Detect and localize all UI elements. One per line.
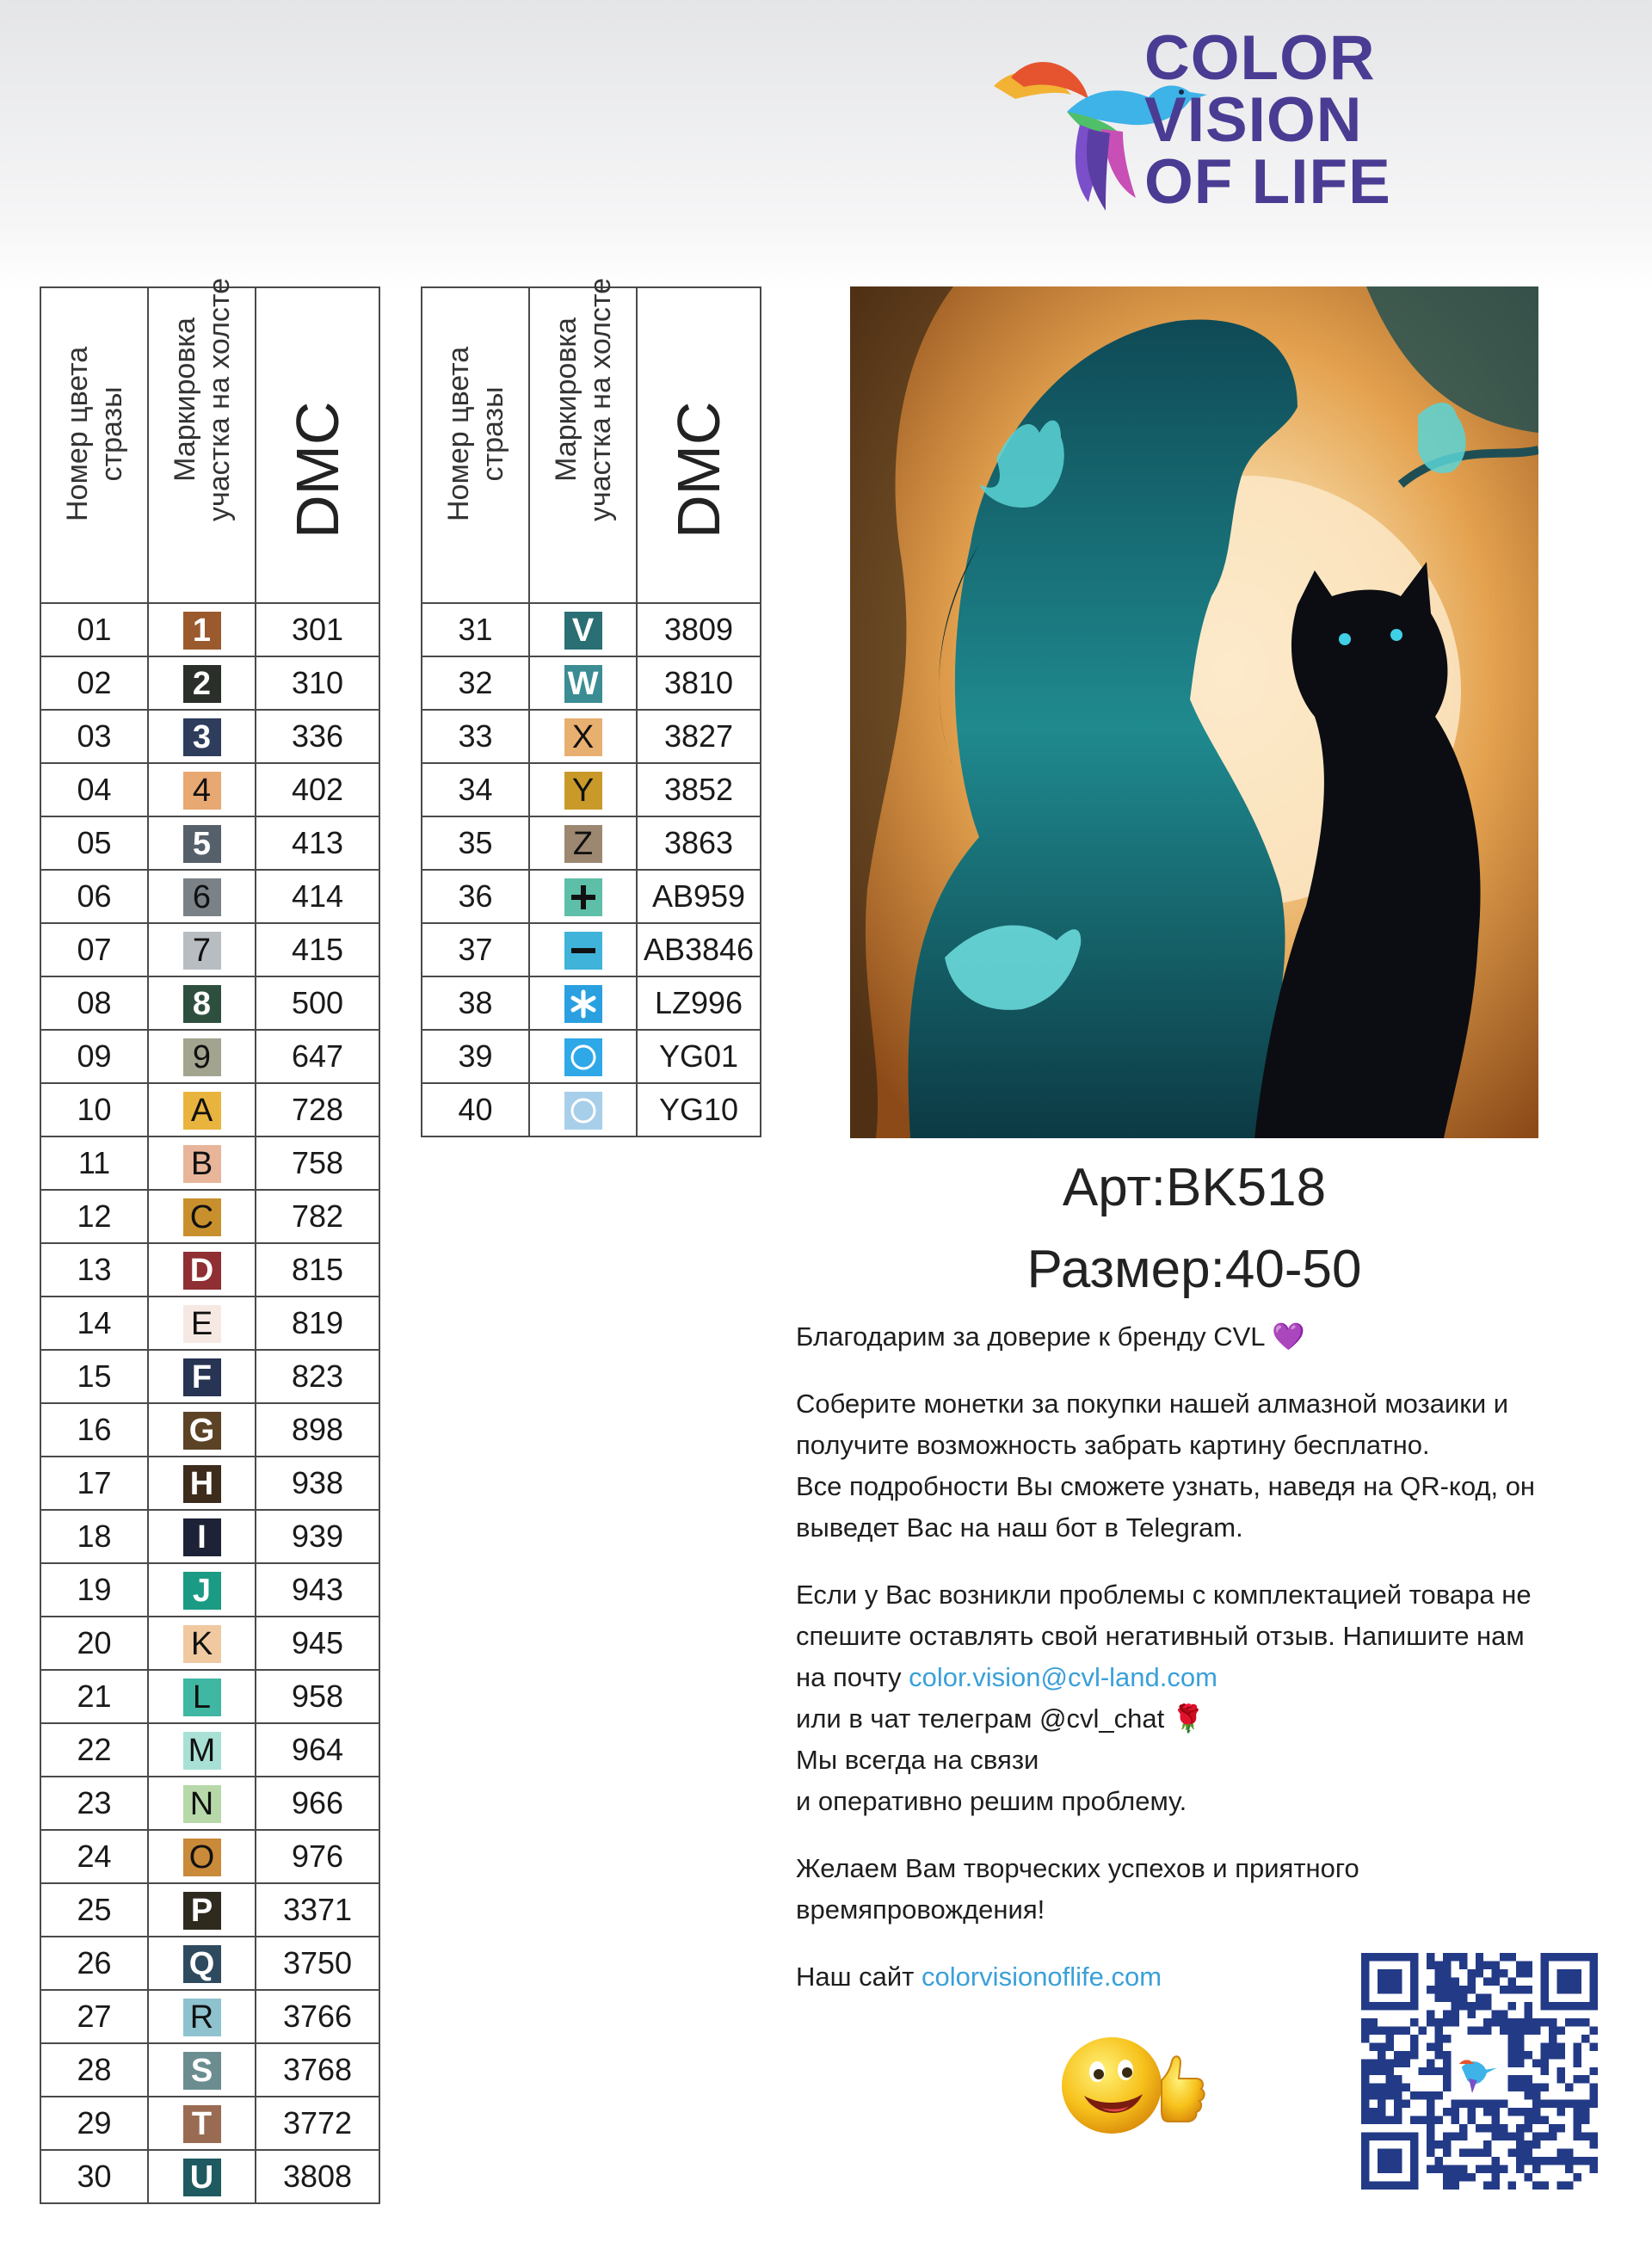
thanks-text: Благодарим за доверие к бренду CVL 💜 bbox=[796, 1321, 1305, 1352]
dmc-code: 3809 bbox=[637, 603, 761, 656]
marking-cell bbox=[148, 656, 256, 710]
legend-row bbox=[40, 1403, 379, 1457]
support-line-solve: и оперативно решим проблему. bbox=[796, 1786, 1187, 1816]
header-dmc-label: DMC bbox=[665, 401, 732, 539]
legend-row bbox=[40, 816, 379, 870]
legend-row bbox=[40, 1190, 379, 1243]
marking-swatch: 7 bbox=[183, 932, 221, 970]
dmc-code: 310 bbox=[256, 656, 379, 710]
artwork-preview-image bbox=[850, 286, 1538, 1138]
dmc-code: LZ996 bbox=[637, 976, 761, 1030]
marking-cell bbox=[148, 1670, 256, 1723]
header-color-number bbox=[40, 287, 148, 603]
color-number: 05 bbox=[40, 816, 148, 870]
wishes-line-2: времяпровождения! bbox=[796, 1894, 1045, 1925]
marking-swatch: F bbox=[183, 1358, 221, 1396]
color-number: 34 bbox=[422, 763, 529, 816]
dmc-code: 976 bbox=[256, 1830, 379, 1883]
dmc-code: 3371 bbox=[256, 1883, 379, 1937]
marking-swatch: Z bbox=[564, 825, 602, 863]
legend-row bbox=[40, 1937, 379, 1990]
legend-row bbox=[40, 1030, 379, 1083]
dmc-code: 336 bbox=[256, 710, 379, 763]
dmc-code: 815 bbox=[256, 1243, 379, 1297]
legend-row bbox=[40, 1830, 379, 1883]
dmc-code: 958 bbox=[256, 1670, 379, 1723]
dmc-code: 3810 bbox=[637, 656, 761, 710]
dmc-code: 3766 bbox=[256, 1990, 379, 2043]
marking-cell bbox=[148, 710, 256, 763]
marking-cell bbox=[529, 1083, 637, 1136]
marking-swatch: 1 bbox=[183, 612, 221, 650]
dmc-code: 3808 bbox=[256, 2150, 379, 2203]
marking-swatch: T bbox=[183, 2105, 221, 2143]
dmc-code: 819 bbox=[256, 1297, 379, 1350]
marking-cell bbox=[148, 1030, 256, 1083]
marking-cell bbox=[529, 763, 637, 816]
color-number: 31 bbox=[422, 603, 529, 656]
color-number: 12 bbox=[40, 1190, 148, 1243]
support-line-1: Если у Вас возникли проблемы с комплектацией товара не bbox=[796, 1580, 1532, 1610]
plus-symbol-icon bbox=[564, 878, 602, 916]
marking-cell bbox=[148, 1403, 256, 1457]
legend-row bbox=[422, 976, 761, 1030]
coins-line-1: Соберите монетки за покупки нашей алмазной мозаики и bbox=[796, 1389, 1509, 1419]
legend-row bbox=[40, 763, 379, 816]
marking-swatch: O bbox=[183, 1839, 221, 1876]
minus-symbol-icon bbox=[564, 932, 602, 970]
circle-symbol-icon bbox=[564, 1092, 602, 1130]
header-color-number-line-2: стразы bbox=[476, 386, 509, 482]
support-line-chat: или в чат телеграм @cvl_chat 🌹 bbox=[796, 1703, 1205, 1734]
marking-swatch: H bbox=[183, 1465, 221, 1503]
dmc-code: 945 bbox=[256, 1617, 379, 1670]
color-number: 19 bbox=[40, 1563, 148, 1617]
marking-cell bbox=[148, 1243, 256, 1297]
color-number: 22 bbox=[40, 1723, 148, 1777]
coins-line-4: выведет Вас на наш бот в Telegram. bbox=[796, 1512, 1243, 1543]
dmc-code: 414 bbox=[256, 870, 379, 923]
header-marking bbox=[529, 277, 637, 603]
marking-swatch: Q bbox=[183, 1945, 221, 1983]
color-number: 35 bbox=[422, 816, 529, 870]
color-number: 24 bbox=[40, 1830, 148, 1883]
coins-paragraph bbox=[796, 1383, 1622, 1549]
marking-cell bbox=[148, 603, 256, 656]
marking-cell bbox=[148, 763, 256, 816]
legend-row bbox=[40, 976, 379, 1030]
color-number: 02 bbox=[40, 656, 148, 710]
header-color-number-line-2: стразы bbox=[95, 386, 128, 482]
dmc-code: 3863 bbox=[637, 816, 761, 870]
dmc-code: 943 bbox=[256, 1563, 379, 1617]
color-number: 38 bbox=[422, 976, 529, 1030]
marking-cell bbox=[529, 656, 637, 710]
header-dmc-label: DMC bbox=[284, 401, 351, 539]
color-number: 29 bbox=[40, 2097, 148, 2150]
marking-swatch: J bbox=[183, 1572, 221, 1610]
marking-swatch: Y bbox=[564, 772, 602, 810]
support-line-always: Мы всегда на связи bbox=[796, 1745, 1039, 1775]
legend-row bbox=[422, 763, 761, 816]
marking-cell bbox=[148, 1617, 256, 1670]
marking-swatch: E bbox=[183, 1305, 221, 1343]
color-number: 03 bbox=[40, 710, 148, 763]
legend-row bbox=[40, 1777, 379, 1830]
color-number: 14 bbox=[40, 1297, 148, 1350]
marking-cell bbox=[529, 1030, 637, 1083]
brand-line-1: COLOR bbox=[1144, 23, 1376, 93]
marking-cell bbox=[529, 603, 637, 656]
support-email-link[interactable]: color.vision@cvl-land.com bbox=[909, 1662, 1217, 1692]
site-prefix: Наш сайт bbox=[796, 1962, 922, 1992]
legend-row bbox=[422, 603, 761, 656]
color-number: 13 bbox=[40, 1243, 148, 1297]
dmc-code: 3750 bbox=[256, 1937, 379, 1990]
legend-row bbox=[422, 656, 761, 710]
legend-row bbox=[40, 1723, 379, 1777]
marking-cell bbox=[148, 1723, 256, 1777]
marking-swatch: R bbox=[183, 1999, 221, 2036]
marking-swatch: G bbox=[183, 1412, 221, 1450]
marking-cell bbox=[148, 870, 256, 923]
marking-swatch: 5 bbox=[183, 825, 221, 863]
marking-swatch: 6 bbox=[183, 878, 221, 916]
dmc-code: 758 bbox=[256, 1136, 379, 1190]
dmc-code: 301 bbox=[256, 603, 379, 656]
brand-logo-text bbox=[1144, 23, 1391, 217]
dmc-code: AB3846 bbox=[637, 923, 761, 976]
dmc-code: YG10 bbox=[637, 1083, 761, 1136]
marking-cell bbox=[148, 1190, 256, 1243]
color-number: 36 bbox=[422, 870, 529, 923]
color-number: 16 bbox=[40, 1403, 148, 1457]
dmc-code: 966 bbox=[256, 1777, 379, 1830]
color-number: 40 bbox=[422, 1083, 529, 1136]
marking-swatch: I bbox=[183, 1518, 221, 1556]
coins-line-3: Все подробности Вы сможете узнать, наведя на QR-код, он bbox=[796, 1471, 1536, 1501]
legend-row bbox=[40, 710, 379, 763]
color-number: 27 bbox=[40, 1990, 148, 2043]
legend-row bbox=[40, 1510, 379, 1563]
marking-cell bbox=[529, 710, 637, 763]
marking-swatch: 8 bbox=[183, 985, 221, 1023]
mail-prefix: на почту bbox=[796, 1662, 909, 1692]
brand-line-3: OF LIFE bbox=[1144, 147, 1391, 217]
legend-row bbox=[422, 816, 761, 870]
dmc-code: 3768 bbox=[256, 2043, 379, 2097]
color-number: 18 bbox=[40, 1510, 148, 1563]
legend-row bbox=[40, 1243, 379, 1297]
marking-cell bbox=[148, 1777, 256, 1830]
qr-code-icon[interactable] bbox=[1361, 1953, 1598, 2190]
marking-cell bbox=[148, 1457, 256, 1510]
dmc-code: YG01 bbox=[637, 1030, 761, 1083]
color-number: 25 bbox=[40, 1883, 148, 1937]
dmc-code: 3772 bbox=[256, 2097, 379, 2150]
dmc-code: 3852 bbox=[637, 763, 761, 816]
color-number: 20 bbox=[40, 1617, 148, 1670]
marking-swatch: 2 bbox=[183, 665, 221, 703]
dmc-code: AB959 bbox=[637, 870, 761, 923]
color-number: 23 bbox=[40, 1777, 148, 1830]
legend-row bbox=[40, 1563, 379, 1617]
header-marking-line-1: Маркировка bbox=[168, 317, 201, 482]
dmc-code: 413 bbox=[256, 816, 379, 870]
color-number: 04 bbox=[40, 763, 148, 816]
color-number: 26 bbox=[40, 1937, 148, 1990]
marking-cell bbox=[148, 1350, 256, 1403]
dmc-code: 938 bbox=[256, 1457, 379, 1510]
color-number: 28 bbox=[40, 2043, 148, 2097]
color-number: 21 bbox=[40, 1670, 148, 1723]
color-number: 30 bbox=[40, 2150, 148, 2203]
marking-swatch: S bbox=[183, 2052, 221, 2090]
marking-swatch: C bbox=[183, 1198, 221, 1236]
marking-swatch: 3 bbox=[183, 718, 221, 756]
marking-swatch: N bbox=[183, 1785, 221, 1823]
header-color-number bbox=[422, 287, 529, 603]
marking-swatch: A bbox=[183, 1092, 221, 1130]
legend-row bbox=[40, 1617, 379, 1670]
dmc-code: 415 bbox=[256, 923, 379, 976]
marking-swatch: V bbox=[564, 612, 602, 650]
dmc-code: 782 bbox=[256, 1190, 379, 1243]
dmc-code: 728 bbox=[256, 1083, 379, 1136]
marking-cell bbox=[148, 1883, 256, 1937]
dmc-code: 402 bbox=[256, 763, 379, 816]
marking-cell bbox=[148, 1510, 256, 1563]
dmc-code: 898 bbox=[256, 1403, 379, 1457]
color-number: 10 bbox=[40, 1083, 148, 1136]
marking-swatch: 4 bbox=[183, 772, 221, 810]
circle-symbol-icon bbox=[564, 1038, 602, 1076]
site-link[interactable]: colorvisionoflife.com bbox=[921, 1962, 1162, 1992]
marking-cell bbox=[148, 1136, 256, 1190]
color-number: 11 bbox=[40, 1136, 148, 1190]
marking-swatch: B bbox=[183, 1145, 221, 1183]
marking-swatch: P bbox=[183, 1892, 221, 1930]
color-number: 17 bbox=[40, 1457, 148, 1510]
legend-row bbox=[40, 2150, 379, 2203]
coins-line-2: получите возможность забрать картину бесплатно. bbox=[796, 1430, 1430, 1460]
legend-row bbox=[40, 1457, 379, 1510]
color-number: 32 bbox=[422, 656, 529, 710]
marking-cell bbox=[529, 923, 637, 976]
dmc-code: 500 bbox=[256, 976, 379, 1030]
header-dmc bbox=[637, 287, 761, 603]
marking-cell bbox=[148, 816, 256, 870]
color-number: 08 bbox=[40, 976, 148, 1030]
marking-cell bbox=[148, 1563, 256, 1617]
legend-row bbox=[40, 1136, 379, 1190]
legend-row bbox=[40, 870, 379, 923]
legend-row bbox=[40, 1297, 379, 1350]
marking-swatch: D bbox=[183, 1252, 221, 1290]
color-number: 09 bbox=[40, 1030, 148, 1083]
header-color-number-line-1: Номер цвета bbox=[60, 346, 94, 521]
marking-swatch: M bbox=[183, 1732, 221, 1770]
product-size: Размер:40-50 bbox=[1026, 1240, 1362, 1299]
marking-cell bbox=[148, 2150, 256, 2203]
header-dmc bbox=[256, 287, 379, 603]
marking-cell bbox=[148, 1990, 256, 2043]
asterisk-symbol-icon bbox=[564, 985, 602, 1023]
marking-cell bbox=[148, 1297, 256, 1350]
legend-row bbox=[40, 656, 379, 710]
thumbs-up-smiley-icon bbox=[1058, 2029, 1213, 2140]
color-number: 37 bbox=[422, 923, 529, 976]
legend-row bbox=[422, 923, 761, 976]
marking-cell bbox=[148, 2097, 256, 2150]
support-paragraph bbox=[796, 1574, 1622, 1822]
marking-cell bbox=[148, 976, 256, 1030]
support-mail-line bbox=[796, 1657, 1622, 1698]
marking-swatch: L bbox=[183, 1678, 221, 1716]
header-marking-line-2: участка на холсте bbox=[583, 277, 617, 521]
wishes-paragraph bbox=[796, 1848, 1622, 1931]
legend-row bbox=[40, 2043, 379, 2097]
dmc-code: 964 bbox=[256, 1723, 379, 1777]
legend-row bbox=[40, 2097, 379, 2150]
marking-swatch: X bbox=[564, 718, 602, 756]
brand-line-2: VISION bbox=[1144, 85, 1363, 155]
marking-cell bbox=[148, 1083, 256, 1136]
marking-cell bbox=[148, 1830, 256, 1883]
dmc-code: 3827 bbox=[637, 710, 761, 763]
support-line-2: спешите оставлять свой негативный отзыв. Напишите нам bbox=[796, 1621, 1525, 1651]
marking-cell bbox=[529, 976, 637, 1030]
legend-row bbox=[40, 1083, 379, 1136]
legend-row bbox=[40, 1990, 379, 2043]
legend-row bbox=[422, 870, 761, 923]
color-number: 01 bbox=[40, 603, 148, 656]
color-legend-table-left bbox=[40, 277, 380, 2204]
marking-cell bbox=[148, 2043, 256, 2097]
legend-row bbox=[422, 710, 761, 763]
color-legend-table-right bbox=[421, 277, 761, 1137]
legend-row bbox=[40, 1670, 379, 1723]
marking-swatch: K bbox=[183, 1625, 221, 1663]
marking-swatch: U bbox=[183, 2159, 221, 2196]
header-marking bbox=[148, 277, 256, 603]
legend-row bbox=[40, 923, 379, 976]
legend-row bbox=[40, 603, 379, 656]
info-text-block bbox=[796, 1316, 1622, 2023]
header-color-number-line-1: Номер цвета bbox=[441, 346, 475, 521]
header-marking-line-1: Маркировка bbox=[549, 317, 583, 482]
marking-cell bbox=[529, 816, 637, 870]
marking-cell bbox=[148, 923, 256, 976]
legend-row bbox=[422, 1083, 761, 1136]
color-number: 33 bbox=[422, 710, 529, 763]
color-number: 06 bbox=[40, 870, 148, 923]
color-number: 07 bbox=[40, 923, 148, 976]
dmc-code: 823 bbox=[256, 1350, 379, 1403]
marking-cell bbox=[148, 1937, 256, 1990]
header-marking-line-2: участка на холсте bbox=[202, 277, 236, 521]
wishes-line-1: Желаем Вам творческих успехов и приятного bbox=[796, 1853, 1359, 1883]
marking-swatch: 9 bbox=[183, 1038, 221, 1076]
marking-swatch: W bbox=[564, 665, 602, 703]
color-number: 39 bbox=[422, 1030, 529, 1083]
article-number: Арт:BK518 bbox=[1062, 1158, 1327, 1217]
dmc-code: 939 bbox=[256, 1510, 379, 1563]
marking-cell bbox=[529, 870, 637, 923]
dmc-code: 647 bbox=[256, 1030, 379, 1083]
color-number: 15 bbox=[40, 1350, 148, 1403]
legend-row bbox=[422, 1030, 761, 1083]
legend-row bbox=[40, 1350, 379, 1403]
legend-row bbox=[40, 1883, 379, 1937]
